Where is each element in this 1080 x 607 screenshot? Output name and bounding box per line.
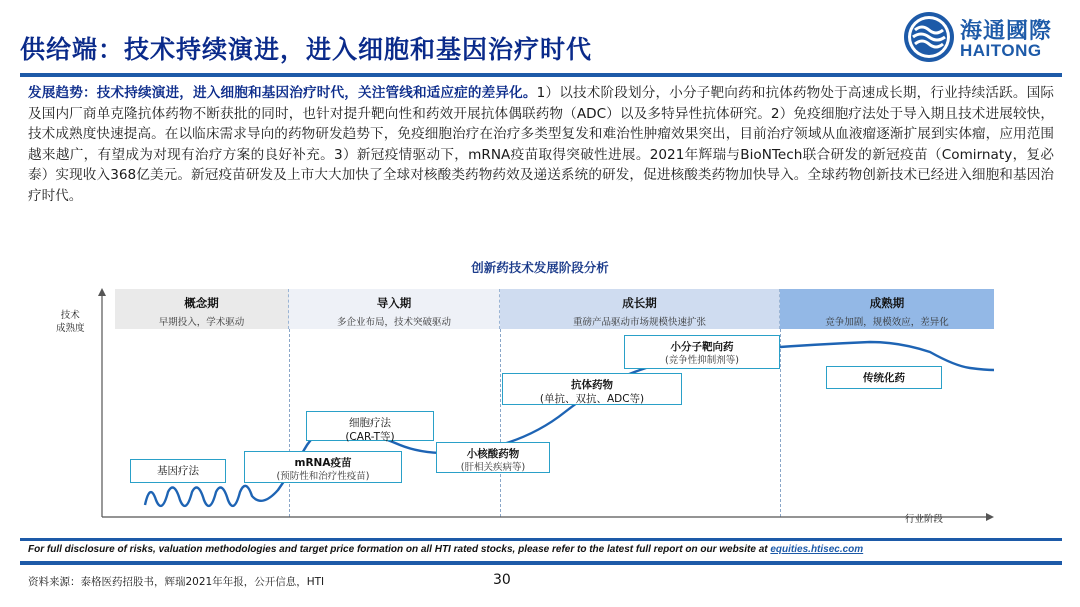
haitong-logo xyxy=(900,8,1070,66)
box-sublabel: (竞争性抑制剂等) xyxy=(665,355,739,366)
page-number: 30 xyxy=(493,572,511,588)
box-label: 细胞疗法 xyxy=(349,417,391,429)
y-axis-label xyxy=(56,309,85,335)
stage-name: 导入期 xyxy=(376,296,412,310)
box-label: 传统化药 xyxy=(863,371,905,384)
chart-title: 创新药技术发展阶段分析 xyxy=(471,260,609,275)
box-small-molecule-targeted xyxy=(624,335,780,369)
x-axis-arrow-icon xyxy=(986,513,994,521)
summary-text: 1）以技术阶段划分，小分子靶向药和抗体药物处于高速成长期，行业持续活跃。国际及国内厂商单克隆抗体药物不断获批的同时，也针对提升靶向性和药效开展抗体偶联药物（ADC）以及多特异性抗体研究。2）免疫细胞疗法处于导入期且技术进展较快，技术成熟度快速提高。在以临床需求导向的药物研发趋势下，免疫细胞治疗在治疗多类型复发和难治性肿瘤效果突出，目前治疗领域从血液瘤逐渐扩展到实体瘤，应用范围越来越广，有望成为对现有治疗方案的良好补充。3）新冠疫情驱动下，mRNA疫苗取得突破性进展。2021年辉瑞与BioNTech联合研发的新冠疫苗（Comirnaty，复必泰）实现收入368亿美元。新冠疫苗研发及上市大大加快了全球对核酸类药物药效及递送系统的研发，促进核酸类药物加快导入。全球药物创新技术已经进入细胞和基因治疗时代。 xyxy=(28,85,1054,204)
stage-band-introduction xyxy=(289,289,500,329)
stage-name: 成长期 xyxy=(622,296,657,310)
page-title: 供给端：技术持续演进，进入细胞和基因治疗时代 xyxy=(20,35,593,64)
box-cell-therapy xyxy=(306,411,434,441)
stage-name: 概念期 xyxy=(184,296,219,310)
footer-divider xyxy=(20,538,1062,541)
box-label: 小分子靶向药 xyxy=(670,341,734,353)
haitong-logo-icon xyxy=(902,10,956,64)
footer-divider-lower xyxy=(20,561,1062,565)
x-axis-label: 行业阶段 xyxy=(905,514,944,525)
logo-text-cn: 海通國際 xyxy=(960,19,1053,44)
box-small-nucleic-acid xyxy=(436,442,550,473)
y-axis-label-line2: 成熟度 xyxy=(56,323,85,334)
box-traditional-drugs xyxy=(826,366,942,389)
stage-desc: 早期投入，学术驱动 xyxy=(158,317,245,328)
box-sublabel: (CAR-T等) xyxy=(345,431,395,443)
summary-lead: 发展趋势：技术持续演进，进入细胞和基因治疗时代，关注管线和适应症的差异化。 xyxy=(28,85,537,101)
box-label: 基因疗法 xyxy=(157,465,199,477)
summary-paragraph xyxy=(28,83,1054,206)
logo-text-en: HAITONG xyxy=(960,41,1042,60)
stage-band-growth xyxy=(500,289,780,329)
box-label: mRNA疫苗 xyxy=(294,457,352,469)
box-mrna-vaccine xyxy=(244,451,402,483)
stage-desc: 竞争加剧，规模效应，差异化 xyxy=(825,317,949,328)
y-axis-arrow-icon xyxy=(98,288,106,296)
header-divider xyxy=(20,73,1062,77)
source-note: 资料来源：泰格医药招股书，辉瑞2021年年报，公开信息，HTI xyxy=(28,576,325,588)
stage-divider xyxy=(780,329,781,517)
box-label: 小核酸药物 xyxy=(466,448,520,460)
stage-band-concept xyxy=(115,289,289,329)
website-link[interactable]: equities.htisec.com xyxy=(770,544,864,555)
box-sublabel: (肝相关疾病等) xyxy=(460,462,526,473)
stage-name: 成熟期 xyxy=(869,296,905,310)
box-antibody-drugs xyxy=(502,373,682,405)
disclaimer-body: For full disclosure of risks, valuation methodologies and target price formation on all HTI rated stocks, please refer to the latest full report on our website at xyxy=(28,544,768,555)
stage-band-mature xyxy=(780,289,994,329)
stage-divider xyxy=(500,329,501,517)
disclaimer-text xyxy=(28,544,863,555)
stage-desc: 多企业布局，技术突破驱动 xyxy=(336,317,451,328)
box-gene-therapy xyxy=(130,459,226,483)
box-sublabel: (单抗、双抗、ADC等) xyxy=(539,393,645,405)
box-label: 抗体药物 xyxy=(571,379,613,391)
y-axis-label-line1: 技术 xyxy=(60,310,80,321)
stage-desc: 重磅产品驱动市场规模快速扩张 xyxy=(572,317,706,328)
box-sublabel: (预防性和治疗性疫苗) xyxy=(276,471,370,482)
stage-divider xyxy=(289,329,290,517)
